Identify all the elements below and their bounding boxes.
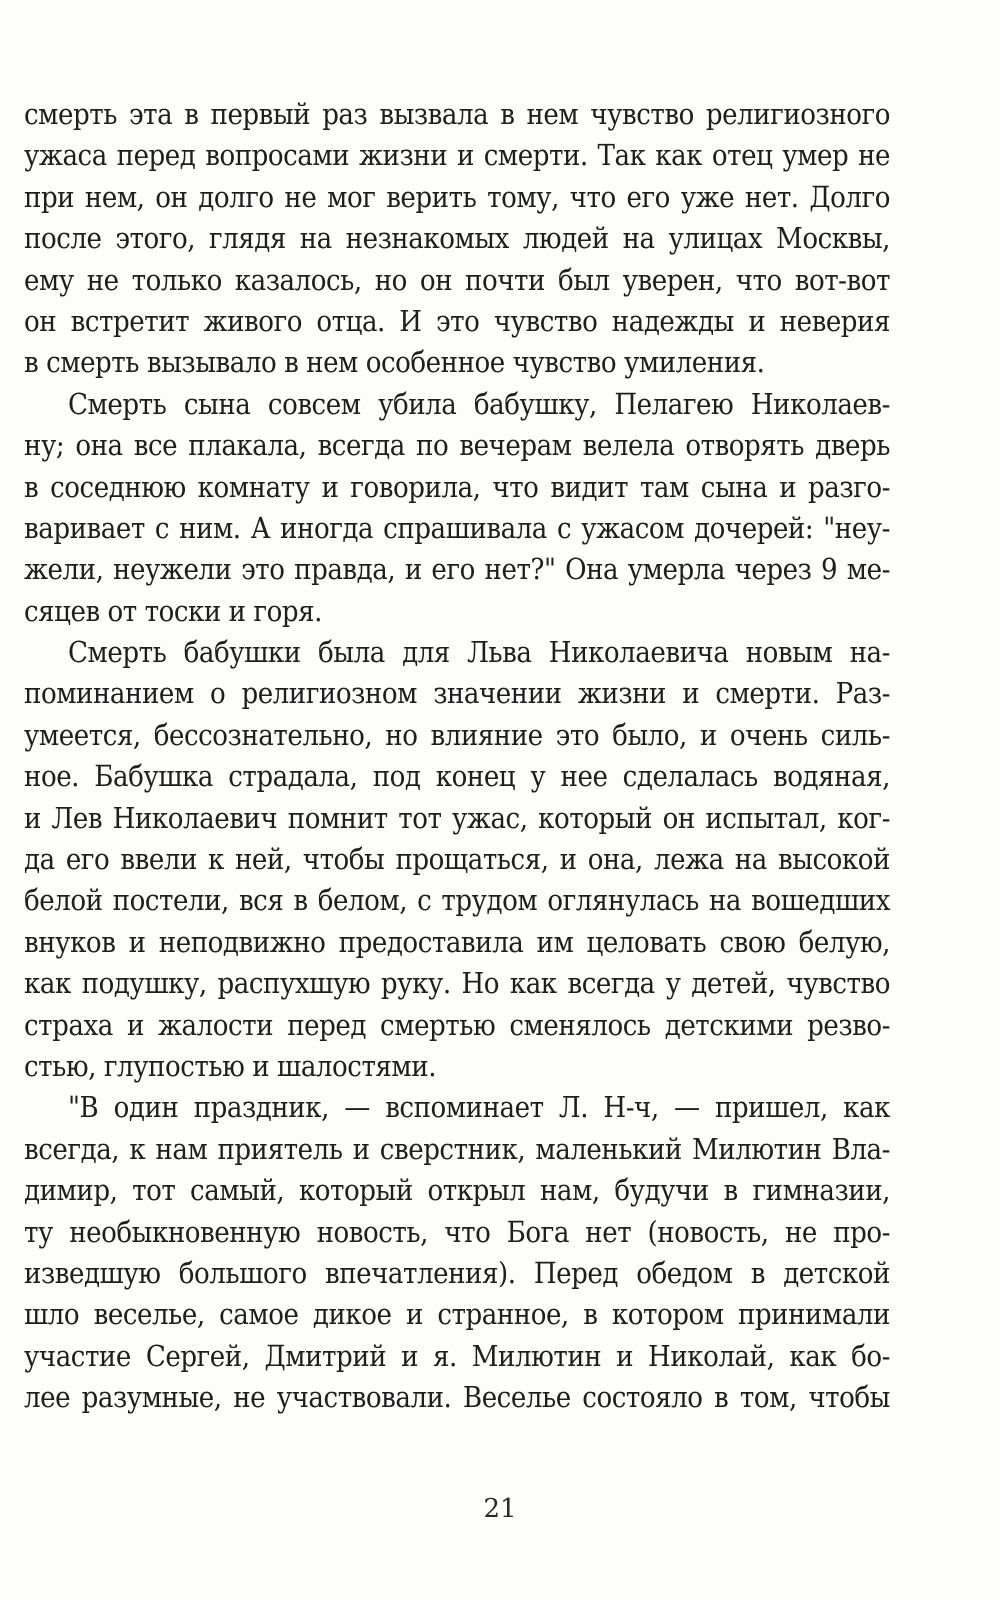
text-line: участие Сергей, Дмитрий и я. Милютин и Николай, как бо- [24, 1338, 890, 1373]
text-line: ту необыкновенную новость, что Бога нет (новость, не про- [24, 1214, 890, 1249]
text-line: стью, глупостью и шалостями. [24, 1048, 437, 1083]
text-line: поминанием о религиозном значении жизни и смерти. Раз- [24, 676, 890, 711]
text-line: шло веселье, самое дикое и странное, в котором принимали [24, 1297, 890, 1332]
text-line: да его ввели к ней, чтобы прощаться, и она, лежа на высокой [24, 842, 890, 877]
text-line: белой постели, вся в белом, с трудом оглянулась на вошедших [24, 883, 890, 918]
text-line: умеется, бессознательно, но влияние это было, и очень силь- [24, 717, 890, 752]
text-line: ну; она все плакала, всегда по вечерам велела отворять дверь [24, 428, 890, 463]
text-line: в соседнюю комнату и говорила, что видит там сына и разго- [24, 469, 890, 504]
text-line: жели, неужели это правда, и его нет?" Она умерла через 9 ме- [24, 552, 890, 587]
text-line: лее разумные, не участвовали. Веселье состояло в том, чтобы [24, 1380, 890, 1415]
text-line: после этого, глядя на незнакомых людей на улицах Москвы, [24, 221, 890, 256]
text-line: "В один праздник, — вспоминает Л. Н-ч, — пришел, как [68, 1090, 890, 1125]
text-line: ужаса перед вопросами жизни и смерти. Так как отец умер не [24, 138, 890, 173]
text-line: Смерть бабушки была для Льва Николаевича новым на- [68, 635, 890, 670]
text-line: при нем, он долго не мог верить тому, что его уже нет. Долго [24, 179, 890, 214]
text-line: димир, тот самый, который открыл нам, будучи в гимназии, [24, 1173, 890, 1208]
text-line: ное. Бабушка страдала, под конец у нее сделалась водяная, [24, 759, 890, 794]
page-number: 21 [483, 1494, 517, 1524]
text-line: он встретит живого отца. И это чувство надежды и неверия [24, 303, 890, 338]
text-line: сяцев от тоски и горя. [24, 593, 322, 628]
text-line: как подушку, распухшую руку. Но как всегда у детей, чувство [24, 966, 890, 1001]
text-line: в смерть вызывало в нем особенное чувство умиления. [24, 345, 765, 380]
text-line: смерть эта в первый раз вызвала в нем чувство религиозного [24, 97, 890, 131]
text-line: изведшую большого впечатления). Перед обедом в детской [24, 1255, 890, 1290]
text-line: ему не только казалось, но он почти был уверен, что вот-вот [24, 262, 890, 297]
text-line: всегда, к нам приятель и сверстник, маленький Милютин Вла- [24, 1131, 890, 1166]
text-line: и Лев Николаевич помнит тот ужас, который он испытал, ког- [24, 800, 890, 835]
text-line: Смерть сына совсем убила бабушку, Пелагею Николаев- [68, 386, 890, 421]
text-line: внуков и неподвижно предоставила им целовать свою белую, [24, 924, 890, 959]
body-text [24, 94, 890, 1419]
text-line: страха и жалости перед смертью сменялось детскими резво- [24, 1007, 890, 1042]
text-line: варивает с ним. А иногда спрашивала с ужасом дочерей: "неу- [24, 510, 890, 545]
